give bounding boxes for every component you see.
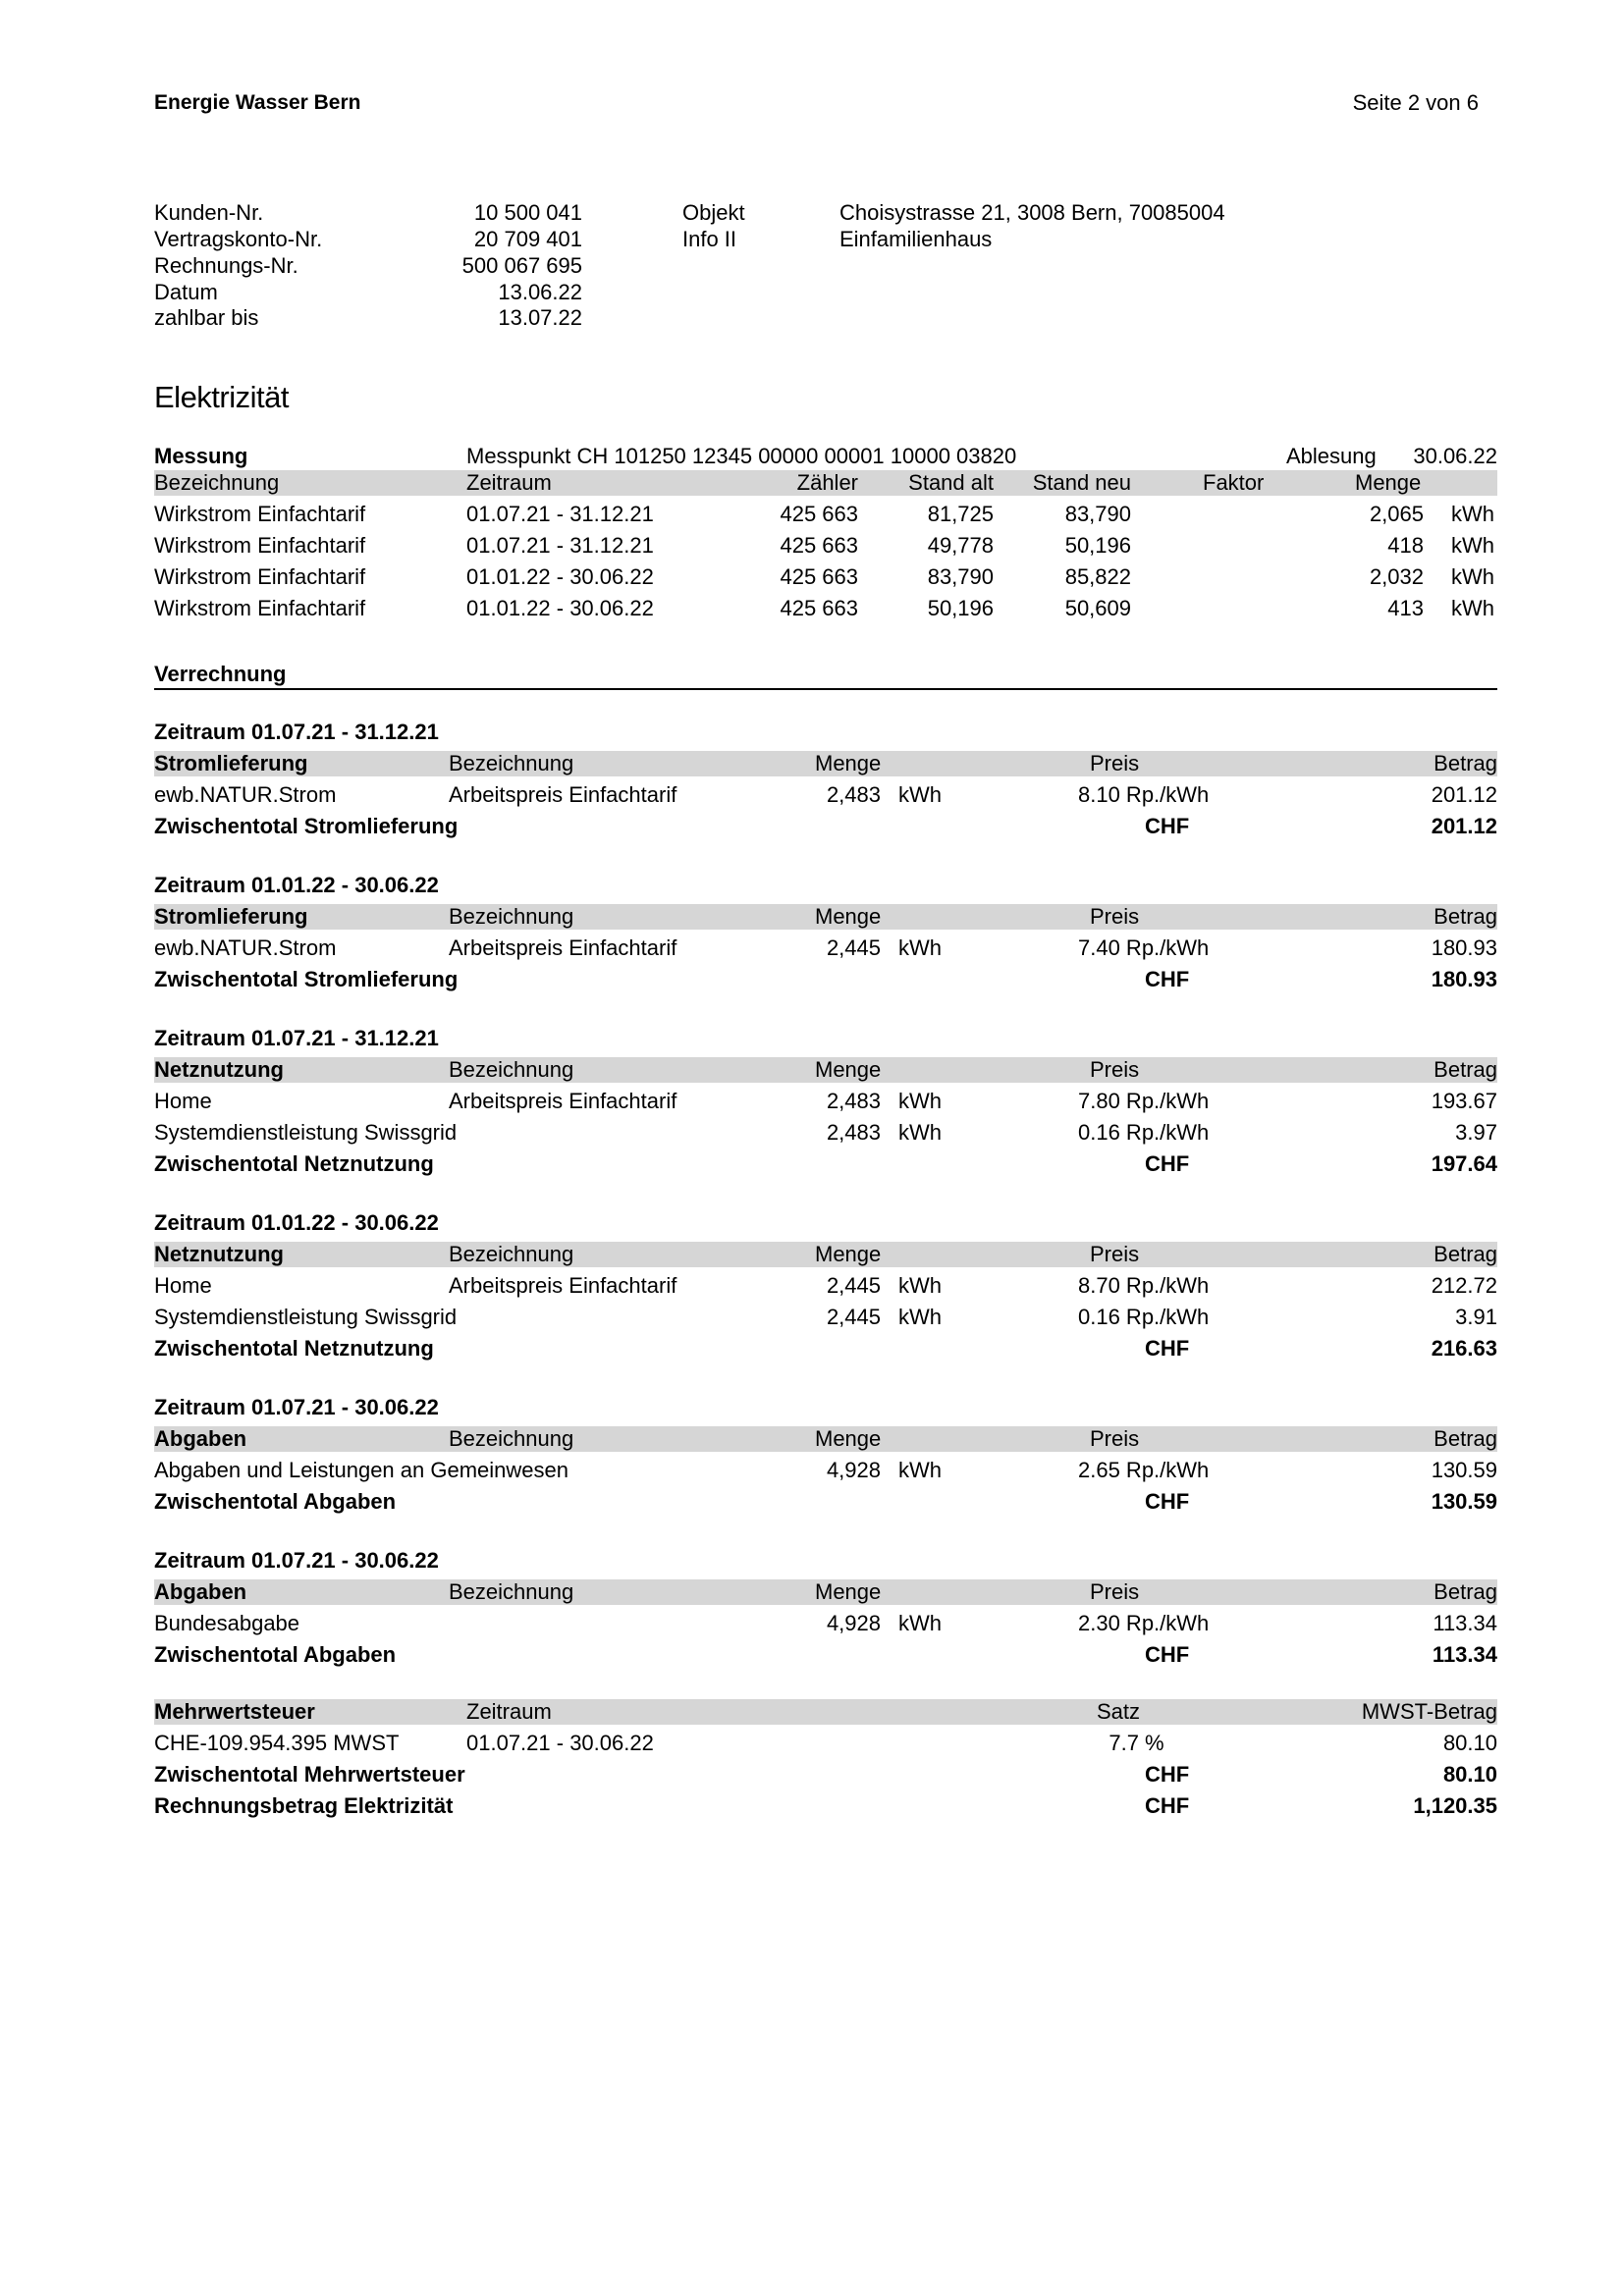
label-zahlbar-bis: zahlbar bis <box>154 305 259 330</box>
row-stand-neu: 83,790 <box>1064 502 1131 526</box>
subtotal-label: Zwischentotal Netznutzung <box>154 1151 434 1176</box>
row-menge: 4,928 <box>826 1458 881 1482</box>
row-menge: 2,445 <box>826 1273 881 1298</box>
row-bezeichnung: Arbeitspreis Einfachtarif <box>449 1273 677 1298</box>
row-bezeichnung: Arbeitspreis Einfachtarif <box>449 935 677 960</box>
col-preis: Preis <box>1090 1242 1140 1266</box>
vat-col-zeitraum: Zeitraum <box>466 1699 552 1724</box>
row-unit: kWh <box>898 1305 942 1329</box>
subtotal-value: 113.34 <box>1432 1642 1497 1667</box>
row-preis: 2.30 Rp./kWh <box>1078 1611 1210 1635</box>
subtotal-value: 216.63 <box>1431 1336 1497 1361</box>
row-unit: kWh <box>898 935 942 960</box>
subtotal-label: Zwischentotal Stromlieferung <box>154 967 459 991</box>
vat-zeitraum: 01.07.21 - 30.06.22 <box>466 1731 654 1755</box>
company-name: Energie Wasser Bern <box>154 91 361 114</box>
row-preis: 8.70 Rp./kWh <box>1078 1273 1210 1298</box>
section-title: Elektrizität <box>154 380 289 414</box>
row-betrag: 193.67 <box>1431 1089 1497 1113</box>
row-name: Systemdienstleistung Swissgrid <box>154 1120 458 1145</box>
row-bezeichnung: Wirkstrom Einfachtarif <box>154 502 366 526</box>
block-category: Abgaben <box>154 1579 247 1604</box>
col-zeitraum: Zeitraum <box>466 470 552 495</box>
col-zaehler: Zähler <box>796 470 858 495</box>
col-betrag: Betrag <box>1434 1057 1497 1082</box>
row-betrag: 3.91 <box>1455 1305 1497 1329</box>
row-unit: kWh <box>898 1611 942 1635</box>
row-preis: 7.80 Rp./kWh <box>1078 1089 1210 1113</box>
subtotal-value: 130.59 <box>1431 1489 1497 1514</box>
verrechnung-label: Verrechnung <box>154 662 287 686</box>
row-name: Home <box>154 1273 212 1298</box>
vat-amount: 80.10 <box>1442 1731 1497 1755</box>
ablesung-label: Ablesung <box>1286 444 1377 468</box>
row-stand-neu: 50,609 <box>1064 596 1131 620</box>
row-preis: 0.16 Rp./kWh <box>1078 1305 1210 1329</box>
row-betrag: 130.59 <box>1431 1458 1497 1482</box>
row-unit: kWh <box>1451 533 1494 558</box>
block-period: Zeitraum 01.07.21 - 30.06.22 <box>154 1395 439 1419</box>
subtotal-currency: CHF <box>1145 1336 1190 1361</box>
value-info-ii: Einfamilienhaus <box>839 227 993 251</box>
vat-label: Mehrwertsteuer <box>154 1699 315 1724</box>
row-unit: kWh <box>898 1458 942 1482</box>
vat-subtotal-currency: CHF <box>1145 1762 1190 1787</box>
row-name: Bundesabgabe <box>154 1611 300 1635</box>
row-betrag: 113.34 <box>1433 1611 1497 1635</box>
col-preis: Preis <box>1090 1426 1140 1451</box>
vat-subtotal-value: 80.10 <box>1442 1762 1497 1787</box>
block-category: Stromlieferung <box>154 904 308 929</box>
block-category: Netznutzung <box>154 1057 284 1082</box>
row-menge: 2,065 <box>1369 502 1424 526</box>
col-stand-neu: Stand neu <box>1032 470 1131 495</box>
subtotal-currency: CHF <box>1145 967 1190 991</box>
subtotal-value: 180.93 <box>1431 967 1497 991</box>
row-preis: 7.40 Rp./kWh <box>1078 935 1210 960</box>
row-menge: 2,483 <box>826 782 881 807</box>
row-zaehler: 425 663 <box>780 502 858 526</box>
col-bezeichnung: Bezeichnung <box>449 1057 574 1082</box>
value-vertragskonto: 20 709 401 <box>473 227 582 251</box>
label-info-ii: Info II <box>682 227 737 251</box>
row-preis: 8.10 Rp./kWh <box>1078 782 1210 807</box>
subtotal-currency: CHF <box>1145 1642 1190 1667</box>
row-menge: 2,032 <box>1369 564 1424 589</box>
invoice-total-value: 1,120.35 <box>1413 1793 1497 1818</box>
row-menge: 2,483 <box>826 1120 881 1145</box>
block-period: Zeitraum 01.07.21 - 31.12.21 <box>154 1026 439 1050</box>
row-zaehler: 425 663 <box>780 533 858 558</box>
row-bezeichnung: Wirkstrom Einfachtarif <box>154 564 366 589</box>
row-menge: 2,445 <box>826 1305 881 1329</box>
row-zeitraum: 01.07.21 - 31.12.21 <box>466 502 654 526</box>
block-period: Zeitraum 01.01.22 - 30.06.22 <box>154 873 439 897</box>
row-name: Home <box>154 1089 212 1113</box>
subtotal-value: 201.12 <box>1431 814 1497 838</box>
row-zeitraum: 01.01.22 - 30.06.22 <box>466 596 654 620</box>
vat-col-betrag: MWST-Betrag <box>1361 1699 1497 1724</box>
messpunkt: Messpunkt CH 101250 12345 00000 00001 10000 03820 <box>466 444 1017 468</box>
col-faktor: Faktor <box>1203 470 1265 495</box>
col-stand-alt: Stand alt <box>908 470 994 495</box>
subtotal-label: Zwischentotal Stromlieferung <box>154 814 459 838</box>
col-menge: Menge <box>815 751 882 775</box>
row-zaehler: 425 663 <box>780 564 858 589</box>
col-betrag: Betrag <box>1434 1242 1497 1266</box>
row-unit: kWh <box>898 1120 942 1145</box>
row-stand-neu: 50,196 <box>1064 533 1131 558</box>
col-menge: Menge <box>815 1057 882 1082</box>
row-preis: 2.65 Rp./kWh <box>1078 1458 1210 1482</box>
subtotal-currency: CHF <box>1145 1151 1190 1176</box>
vat-percent: % <box>1145 1731 1164 1755</box>
subtotal-currency: CHF <box>1145 814 1190 838</box>
row-menge: 4,928 <box>826 1611 881 1635</box>
row-menge: 413 <box>1387 596 1424 620</box>
value-datum: 13.06.22 <box>498 280 582 304</box>
subtotal-currency: CHF <box>1145 1489 1190 1514</box>
block-category: Abgaben <box>154 1426 247 1451</box>
row-unit: kWh <box>1451 596 1494 620</box>
block-category: Stromlieferung <box>154 751 308 775</box>
col-betrag: Betrag <box>1434 904 1497 929</box>
row-zaehler: 425 663 <box>780 596 858 620</box>
vat-rate: 7.7 <box>1109 1731 1139 1755</box>
block-category: Netznutzung <box>154 1242 284 1266</box>
col-betrag: Betrag <box>1434 1579 1497 1604</box>
col-bezeichnung: Bezeichnung <box>154 470 280 495</box>
measurement-label: Messung <box>154 444 248 468</box>
row-unit: kWh <box>1451 502 1494 526</box>
block-period: Zeitraum 01.01.22 - 30.06.22 <box>154 1210 439 1235</box>
col-bezeichnung: Bezeichnung <box>449 1242 574 1266</box>
row-betrag: 201.12 <box>1431 782 1497 807</box>
col-preis: Preis <box>1090 1579 1140 1604</box>
row-betrag: 212.72 <box>1431 1273 1497 1298</box>
label-vertragskonto: Vertragskonto-Nr. <box>154 227 323 251</box>
col-menge: Menge <box>815 904 882 929</box>
invoice-total-label: Rechnungsbetrag Elektrizität <box>154 1793 454 1818</box>
col-bezeichnung: Bezeichnung <box>449 1426 574 1451</box>
col-betrag: Betrag <box>1434 751 1497 775</box>
row-bezeichnung: Wirkstrom Einfachtarif <box>154 596 366 620</box>
row-menge: 2,445 <box>826 935 881 960</box>
invoice-total-currency: CHF <box>1145 1793 1190 1818</box>
subtotal-label: Zwischentotal Abgaben <box>154 1642 397 1667</box>
col-preis: Preis <box>1090 1057 1140 1082</box>
row-name: ewb.NATUR.Strom <box>154 935 337 960</box>
row-stand-neu: 85,822 <box>1064 564 1131 589</box>
col-bezeichnung: Bezeichnung <box>449 751 574 775</box>
block-period: Zeitraum 01.07.21 - 30.06.22 <box>154 1548 439 1573</box>
col-menge: Menge <box>815 1579 882 1604</box>
row-menge: 2,483 <box>826 1089 881 1113</box>
vat-subtotal-label: Zwischentotal Mehrwertsteuer <box>154 1762 465 1787</box>
value-rechnungs-nr: 500 067 695 <box>461 253 582 278</box>
row-stand-alt: 49,778 <box>927 533 994 558</box>
label-objekt: Objekt <box>682 200 745 225</box>
vat-col-satz: Satz <box>1097 1699 1141 1724</box>
label-rechnungs-nr: Rechnungs-Nr. <box>154 253 298 278</box>
subtotal-label: Zwischentotal Abgaben <box>154 1489 397 1514</box>
col-bezeichnung: Bezeichnung <box>449 904 574 929</box>
row-stand-alt: 81,725 <box>927 502 994 526</box>
label-datum: Datum <box>154 280 218 304</box>
row-stand-alt: 83,790 <box>927 564 994 589</box>
col-preis: Preis <box>1090 751 1140 775</box>
row-unit: kWh <box>898 1089 942 1113</box>
row-name: ewb.NATUR.Strom <box>154 782 337 807</box>
col-bezeichnung: Bezeichnung <box>449 1579 574 1604</box>
row-betrag: 180.93 <box>1431 935 1497 960</box>
value-zahlbar-bis: 13.07.22 <box>498 305 582 330</box>
row-zeitraum: 01.07.21 - 31.12.21 <box>466 533 654 558</box>
row-menge: 418 <box>1387 533 1424 558</box>
subtotal-label: Zwischentotal Netznutzung <box>154 1336 434 1361</box>
subtotal-value: 197.64 <box>1431 1151 1497 1176</box>
ablesung-date: 30.06.22 <box>1413 444 1497 468</box>
col-betrag: Betrag <box>1434 1426 1497 1451</box>
col-menge: Menge <box>1355 470 1422 495</box>
block-period: Zeitraum 01.07.21 - 31.12.21 <box>154 720 439 744</box>
row-betrag: 3.97 <box>1455 1120 1497 1145</box>
col-menge: Menge <box>815 1242 882 1266</box>
label-kunden-nr: Kunden-Nr. <box>154 200 264 225</box>
col-preis: Preis <box>1090 904 1140 929</box>
row-preis: 0.16 Rp./kWh <box>1078 1120 1210 1145</box>
vat-id: CHE-109.954.395 MWST <box>154 1731 400 1755</box>
row-bezeichnung: Wirkstrom Einfachtarif <box>154 533 366 558</box>
row-stand-alt: 50,196 <box>927 596 994 620</box>
row-unit: kWh <box>898 782 942 807</box>
verrechnung-rule <box>154 688 1497 690</box>
row-name: Abgaben und Leistungen an Gemeinwesen <box>154 1458 568 1482</box>
row-bezeichnung: Arbeitspreis Einfachtarif <box>449 782 677 807</box>
row-unit: kWh <box>898 1273 942 1298</box>
row-bezeichnung: Arbeitspreis Einfachtarif <box>449 1089 677 1113</box>
vat-header-band <box>154 1699 1497 1725</box>
row-unit: kWh <box>1451 564 1494 589</box>
col-menge: Menge <box>815 1426 882 1451</box>
row-zeitraum: 01.01.22 - 30.06.22 <box>466 564 654 589</box>
page-number: Seite 2 von 6 <box>1352 90 1479 115</box>
value-kunden-nr: 10 500 041 <box>473 200 582 225</box>
value-objekt: Choisystrasse 21, 3008 Bern, 70085004 <box>839 200 1225 225</box>
row-name: Systemdienstleistung Swissgrid <box>154 1305 458 1329</box>
